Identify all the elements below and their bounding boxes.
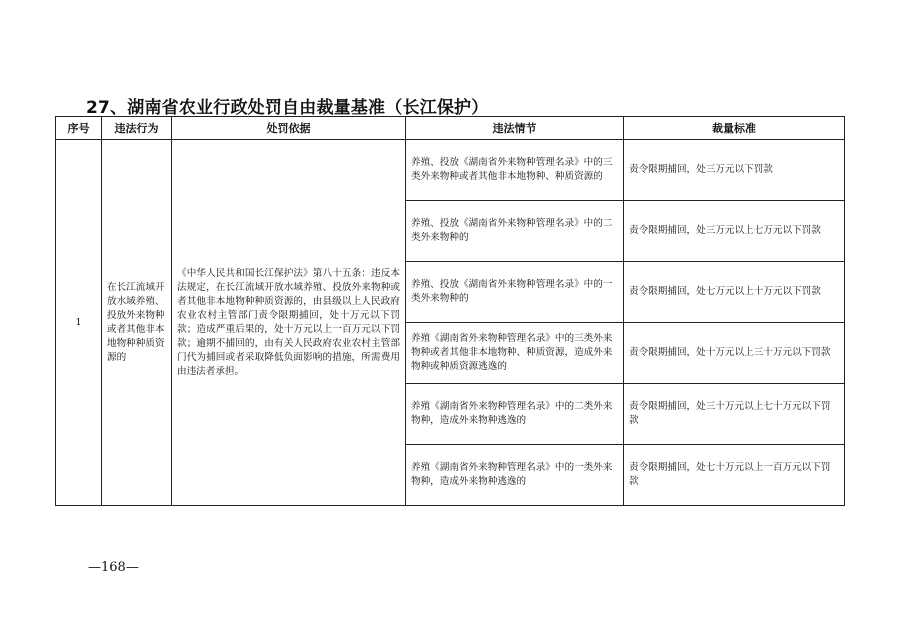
cell-standard: 责令限期捕回，处三万元以上七万元以下罚款	[624, 201, 845, 262]
cell-violation: 在长江流域开放水域养殖、投放外来物种或者其他非本地物种种质资源的	[102, 140, 172, 506]
cell-circumstance: 养殖、投放《湖南省外来物种管理名录》中的三类外来物种或者其他非本地物种、种质资源的	[406, 140, 624, 201]
cell-circumstance: 养殖、投放《湖南省外来物种管理名录》中的一类外来物种的	[406, 262, 624, 323]
header-violation: 违法行为	[102, 117, 172, 140]
penalty-standard-table	[55, 116, 845, 506]
cell-circumstance: 养殖《湖南省外来物种管理名录》中的二类外来物种，造成外来物种逃逸的	[406, 384, 624, 445]
cell-standard: 责令限期捕回，处七十万元以上一百万元以下罚款	[624, 445, 845, 506]
cell-standard: 责令限期捕回，处三十万元以上七十万元以下罚款	[624, 384, 845, 445]
cell-circumstance: 养殖、投放《湖南省外来物种管理名录》中的二类外来物种的	[406, 201, 624, 262]
cell-standard: 责令限期捕回，处三万元以下罚款	[624, 140, 845, 201]
header-circumstance: 违法情节	[406, 117, 624, 140]
header-basis: 处罚依据	[172, 117, 406, 140]
table-row	[56, 140, 845, 201]
cell-standard: 责令限期捕回，处七万元以上十万元以下罚款	[624, 262, 845, 323]
table-header-row	[56, 117, 845, 140]
page-title: 27、湖南省农业行政处罚自由裁量基准（长江保护）	[86, 98, 489, 118]
page-number: —168—	[88, 560, 139, 575]
cell-circumstance: 养殖《湖南省外来物种管理名录》中的一类外来物种，造成外来物种逃逸的	[406, 445, 624, 506]
cell-standard: 责令限期捕回，处十万元以上三十万元以下罚款	[624, 323, 845, 384]
header-seq: 序号	[56, 117, 102, 140]
cell-basis: 《中华人民共和国长江保护法》第八十五条：违反本法规定，在长江流域开放水域养殖、投放外来物种或者其他非本地物种种质资源的，由县级以上人民政府农业农村主管部门责令限期捕回，处十万元以下罚款；造成严重后果的，处十万元以上一百万元以下罚款；逾期不捕回的，由有关人民政府农业农村主管部门代为捕回或者采取降低负面影响的措施，所需费用由违法者承担。	[172, 140, 406, 506]
header-standard: 裁量标准	[624, 117, 845, 140]
cell-seq: 1	[56, 140, 102, 506]
cell-circumstance: 养殖《湖南省外来物种管理名录》中的三类外来物种或者其他非本地物种、种质资源，造成外来物种或种质资源逃逸的	[406, 323, 624, 384]
